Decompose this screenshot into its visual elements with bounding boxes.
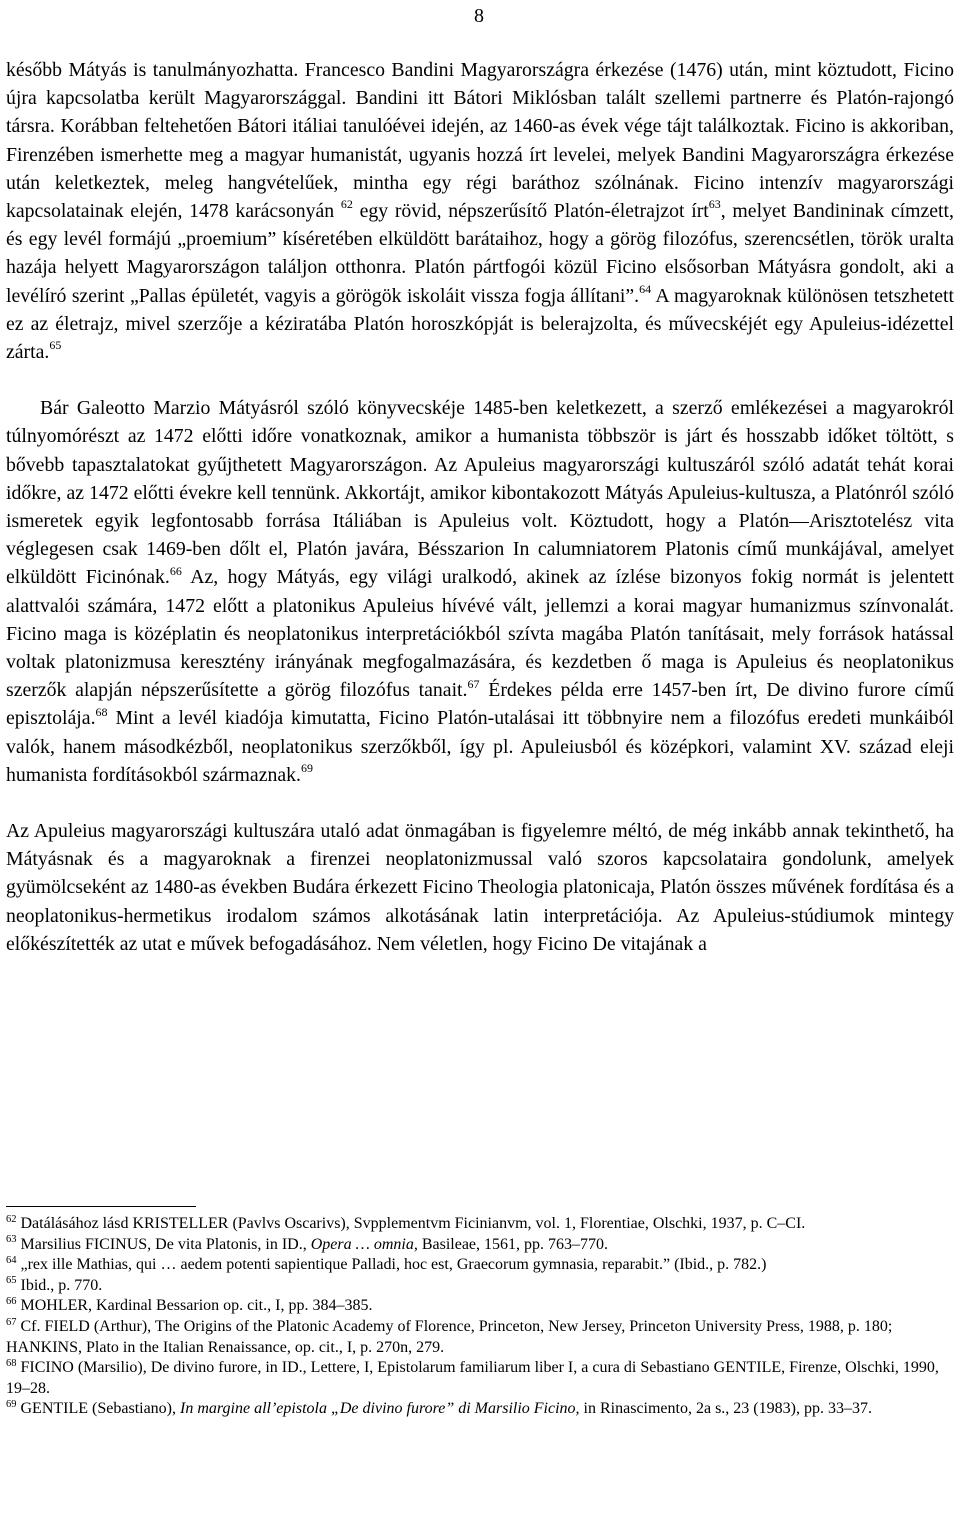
- footnote-68: [6, 1358, 954, 1399]
- footnote-67: [6, 1317, 954, 1358]
- text-run: később Mátyás is tanulmányozhatta. Francesco Bandini Magyarországra érkezése (1476) után, mint köztudott, Ficino újra kapcsolatba került Magyarországgal. Bandini itt Bátori Miklósban talált szellemi partnerre és Platón-rajongó társra. Korábban feltehetően Bátori itáliai tanulóévei idején, az 1460-as évek vége tájt találkoztak. Ficino is akkoriban, Firenzében ismerhette meg a magyar humanistát, ugyanis hozzá írt levelei, melyek Bandini Magyarországra érkezése után keletkeztek, meleg hangvételűek, mintha egy régi baráthoz szólnának. Ficino intenzív magyarországi kapcsolatainak elején, 1478 karácsonyán: [6, 59, 954, 223]
- footnote-text: Datálásához lásd KRISTELLER (Pavlvs Oscarivs), Svpplementvm Ficinianvm, vol. 1, Florentiae, Olschki, 1937, p. C–CI.: [20, 1215, 806, 1232]
- footnote-number: 63: [6, 1234, 17, 1246]
- footnote-number: 64: [6, 1254, 17, 1266]
- text-run: A magyaroknak különösen tetszhetett ez az életrajz, mivel szerzője a kéziratába Platón horoszkópját is belerajzolta, és művecskéjét egy Apuleius-idézettel zárta.: [6, 284, 955, 364]
- paragraph-3: [6, 817, 954, 958]
- footnote-ref-64[interactable]: 64: [639, 282, 652, 297]
- footnote-text: „rex ille Mathias, qui … aedem potenti sapientique Palladi, hoc est, Graecorum gymnasia, reparabit.” (Ibid., p. 782.): [20, 1256, 767, 1274]
- footnotes: [6, 1214, 954, 1420]
- footnote-ref-65[interactable]: 65: [49, 338, 62, 353]
- text-run: Érdekes példa erre 1457-ben írt, De divino furore című episztolája.: [6, 679, 955, 730]
- footnote-italic-text: Opera … omnia,: [310, 1235, 418, 1253]
- footnote-text: GENTILE (Sebastiano),: [20, 1400, 181, 1418]
- footnote-text: in Rinascimento, 2a s., 23 (1983), pp. 33–37.: [579, 1400, 872, 1418]
- footnote-62: [6, 1214, 954, 1235]
- footnote-italic-text: In margine all’epistola „De divino furore” di Marsilio Ficino,: [180, 1400, 580, 1418]
- text-run: Az, hogy Mátyás, egy világi uralkodó, akinek az ízlése bizonyos fokig normát is jelentett alattvalói számára, 1472 előtt a platonikus Apuleius hívévé vált, jellemzi a korai magyar humanizmus színvonalát. Ficino maga is középlatin és neoplatonikus interpretációkból szívta magába Platón tanításait, mely források hatással voltak platonizmusa keresztény irányának megfogalmazására, és kezdetben ő maga is Apuleius és neoplatonikus szerzők alapján népszerűsítette a görög filozófus tanait.: [6, 566, 954, 702]
- footnote-text: Ibid., p. 770.: [20, 1276, 103, 1294]
- footnote-ref-67[interactable]: 67: [467, 676, 480, 691]
- footnote-text: MOHLER, Kardinal Bessarion op. cit., I, pp. 384–385.: [20, 1297, 373, 1315]
- footnote-text: Marsilius FICINUS, De vita Platonis, in ID.,: [20, 1235, 311, 1253]
- footnote-64: [6, 1255, 954, 1276]
- footnote-separator: [6, 1206, 196, 1207]
- paragraph-2: [6, 394, 954, 789]
- footnote-69: [6, 1399, 954, 1420]
- text-run: Bár Galeotto Marzio Mátyásról szóló könyvecskéje 1485-ben keletkezett, a szerző emlékezései a magyarokról túlnyomórészt az 1472 előtti időre vonatkoznak, amikor a humanista többször is járt és hosszabb időket töltött, s bővebb tapasztalatokat gyűjthetett Magyarországon. Az Apuleius magyarországi kultuszáról szóló adatát tehát korai időkre, az 1472 előtti évekre kell tennünk. Akkortájt, amikor kibontakozott Mátyás Apuleius-kultusza, a Platónról szóló ismeretek egyik legfontosabb forrása Itáliában is Apuleius volt. Köztudott, hogy a Platón—Arisztotelész vita véglegesen csak 1469-ben dőlt el, Platón javára, Bésszarion In calumniatorem Platonis című munkájával, amelyet elküldött Ficinónak.: [6, 397, 954, 589]
- footnote-number: 65: [6, 1275, 17, 1287]
- body-text: [6, 56, 954, 958]
- footnote-number: 66: [6, 1296, 17, 1308]
- footnote-65: [6, 1276, 954, 1297]
- text-run: Az Apuleius magyarországi kultuszára utaló adat önmagában is figyelemre méltó, de még inkább annak tekinthető, ha Mátyásnak és a magyaroknak a firenzei neoplatonizmussal való szoros kapcsolataira gondolunk, amelyek gyümölcseként az 1480-as években Budára érkezett Ficino Theologia platonicaja, Platón összes művének fordítása és a neoplatonikus-hermetikus irodalom számos alkotásának latin interpretációja. Az Apuleius-stúdiumok mintegy előkészítették az utat e művek befogadásához. Nem véletlen, hogy Ficino De vitajának a: [6, 820, 954, 955]
- text-run: , melyet Bandininak címzett, és egy levél formájú „proemium” kíséretében elküldött barátaihoz, hogy a görög filozófus, szerencsétlen, török uralta hazája helyett Magyarországon találjon otthonra. Platón pártfogói közül Ficino elsősorban Mátyásra gondolt, aki a levélíró szerint „Pallas épületét, vagyis a görögök iskoláit vissza fogja állítani”.: [6, 200, 954, 307]
- footnote-number: 62: [6, 1213, 17, 1225]
- footnote-text: Cf. FIELD (Arthur), The Origins of the Platonic Academy of Florence, Princeton, New Jersey, Princeton University Press, 1988, p. 180; HANKINS, Plato in the Italian Renaissance, op. cit., I, p. 270n, 279.: [6, 1317, 893, 1356]
- footnote-number: 67: [6, 1316, 17, 1328]
- footnote-text: Basileae, 1561, pp. 763–770.: [417, 1235, 609, 1253]
- footnote-ref-66[interactable]: 66: [169, 563, 182, 578]
- footnote-text: FICINO (Marsilio), De divino furore, in ID., Lettere, I, Epistolarum familiarum liber I, a cura di Sebastiano GENTILE, Firenze, Olschki, 1990, 19–28.: [6, 1359, 939, 1397]
- footnote-ref-69[interactable]: 69: [300, 761, 313, 776]
- footnote-number: 69: [6, 1399, 17, 1411]
- footnote-number: 68: [6, 1357, 17, 1369]
- paragraph-1: [6, 56, 954, 366]
- footnote-ref-68[interactable]: 68: [95, 704, 108, 719]
- text-run: egy rövid, népszerűsítő Platón-életrajzot írt: [352, 200, 709, 223]
- page-number: 8: [474, 5, 484, 27]
- text-run: Mint a levél kiadója kimutatta, Ficino Platón-utalásai itt többnyire nem a filozófus eredeti munkáiból valók, hanem másodkézből, neoplatonikus szerzőkből, így pl. Apuleiusból és középkori, valamint XV. század eleji humanista fordításokból származnak.: [6, 707, 954, 786]
- footnote-63: [6, 1235, 954, 1256]
- footnote-66: [6, 1296, 954, 1317]
- footnote-ref-63[interactable]: 63: [708, 197, 721, 212]
- footnote-ref-62[interactable]: 62: [340, 197, 353, 212]
